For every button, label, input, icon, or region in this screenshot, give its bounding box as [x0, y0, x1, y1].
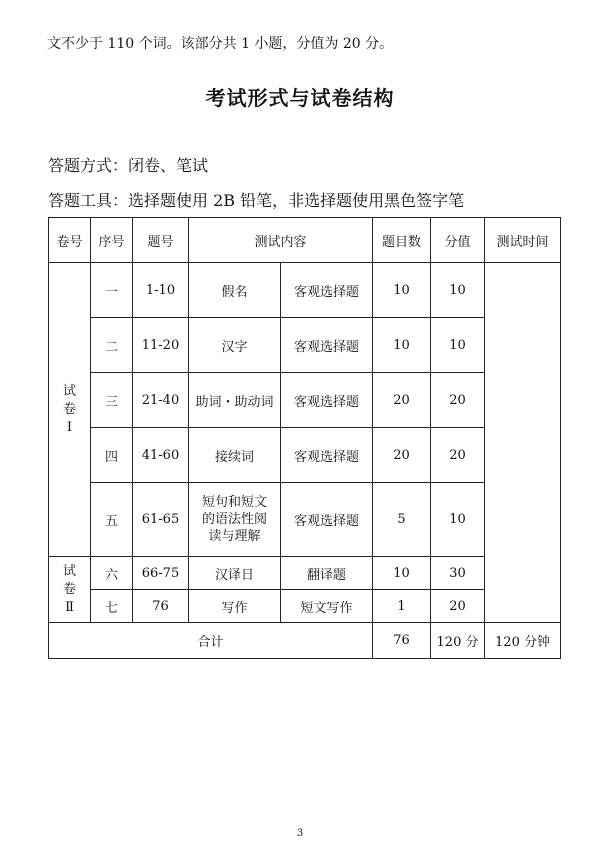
seq-cell: 七 — [91, 590, 133, 623]
table-row — [49, 428, 561, 483]
type-cell: 客观选择题 — [281, 483, 373, 557]
page-title: 考试形式与试卷结构 — [205, 86, 395, 110]
count-cell: 1 — [373, 590, 431, 623]
table-row — [49, 557, 561, 590]
content-cell: 写作 — [189, 590, 281, 623]
score-cell: 20 — [431, 428, 485, 483]
content-cell: 汉译日 — [189, 557, 281, 590]
content-cell: 助词・助动词 — [189, 373, 281, 428]
table-row — [49, 483, 561, 557]
range-cell: 66-75 — [133, 557, 189, 590]
table-header-row — [49, 218, 561, 263]
table-row — [49, 590, 561, 623]
seq-cell: 六 — [91, 557, 133, 590]
answer-method: 答题方式：闭卷、笔试 — [48, 156, 209, 175]
count-cell: 10 — [373, 557, 431, 590]
type-cell: 翻译题 — [281, 557, 373, 590]
seq-cell: 三 — [91, 373, 133, 428]
type-cell: 客观选择题 — [281, 318, 373, 373]
type-cell: 客观选择题 — [281, 263, 373, 318]
range-cell: 1-10 — [133, 263, 189, 318]
count-cell: 10 — [373, 318, 431, 373]
type-cell: 短文写作 — [281, 590, 373, 623]
volume-1-cell: 试 卷 Ⅰ — [49, 263, 91, 557]
total-label: 合计 — [49, 623, 373, 659]
range-cell: 11-20 — [133, 318, 189, 373]
content-cell: 短句和短文 的语法性阅 读与理解 — [189, 483, 281, 557]
seq-cell: 四 — [91, 428, 133, 483]
seq-cell: 二 — [91, 318, 133, 373]
count-cell: 20 — [373, 428, 431, 483]
count-cell: 20 — [373, 373, 431, 428]
header-seq: 序号 — [91, 218, 133, 263]
total-row — [49, 623, 561, 659]
score-cell: 20 — [431, 590, 485, 623]
table-row — [49, 318, 561, 373]
seq-cell: 一 — [91, 263, 133, 318]
total-time: 120 分钟 — [485, 623, 561, 659]
header-range: 题号 — [133, 218, 189, 263]
type-cell: 客观选择题 — [281, 428, 373, 483]
intro-line: 文不少于 110 个词。该部分共 1 小题，分值为 20 分。 — [47, 36, 394, 52]
seq-cell: 五 — [91, 483, 133, 557]
content-cell: 汉字 — [189, 318, 281, 373]
table-row — [49, 373, 561, 428]
total-score: 120 分 — [431, 623, 485, 659]
score-cell: 10 — [431, 263, 485, 318]
header-time: 测试时间 — [485, 218, 561, 263]
score-cell: 20 — [431, 373, 485, 428]
count-cell: 5 — [373, 483, 431, 557]
range-cell: 21-40 — [133, 373, 189, 428]
table-row — [49, 263, 561, 318]
header-count: 题目数 — [373, 218, 431, 263]
header-volume: 卷号 — [49, 218, 91, 263]
count-cell: 10 — [373, 263, 431, 318]
score-cell: 10 — [431, 318, 485, 373]
header-content: 测试内容 — [189, 218, 373, 263]
range-cell: 61-65 — [133, 483, 189, 557]
total-count: 76 — [373, 623, 431, 659]
range-cell: 41-60 — [133, 428, 189, 483]
volume-2-cell: 试 卷 Ⅱ — [49, 557, 91, 623]
range-cell: 76 — [133, 590, 189, 623]
score-cell: 10 — [431, 483, 485, 557]
score-cell: 30 — [431, 557, 485, 590]
header-score: 分值 — [431, 218, 485, 263]
time-cell-empty — [485, 263, 561, 623]
exam-structure-table — [48, 217, 561, 659]
answer-tools: 答题工具：选择题使用 2B 铅笔，非选择题使用黑色签字笔 — [48, 191, 465, 210]
type-cell: 客观选择题 — [281, 373, 373, 428]
content-cell: 接续词 — [189, 428, 281, 483]
page-number: 3 — [296, 828, 304, 839]
content-cell: 假名 — [189, 263, 281, 318]
